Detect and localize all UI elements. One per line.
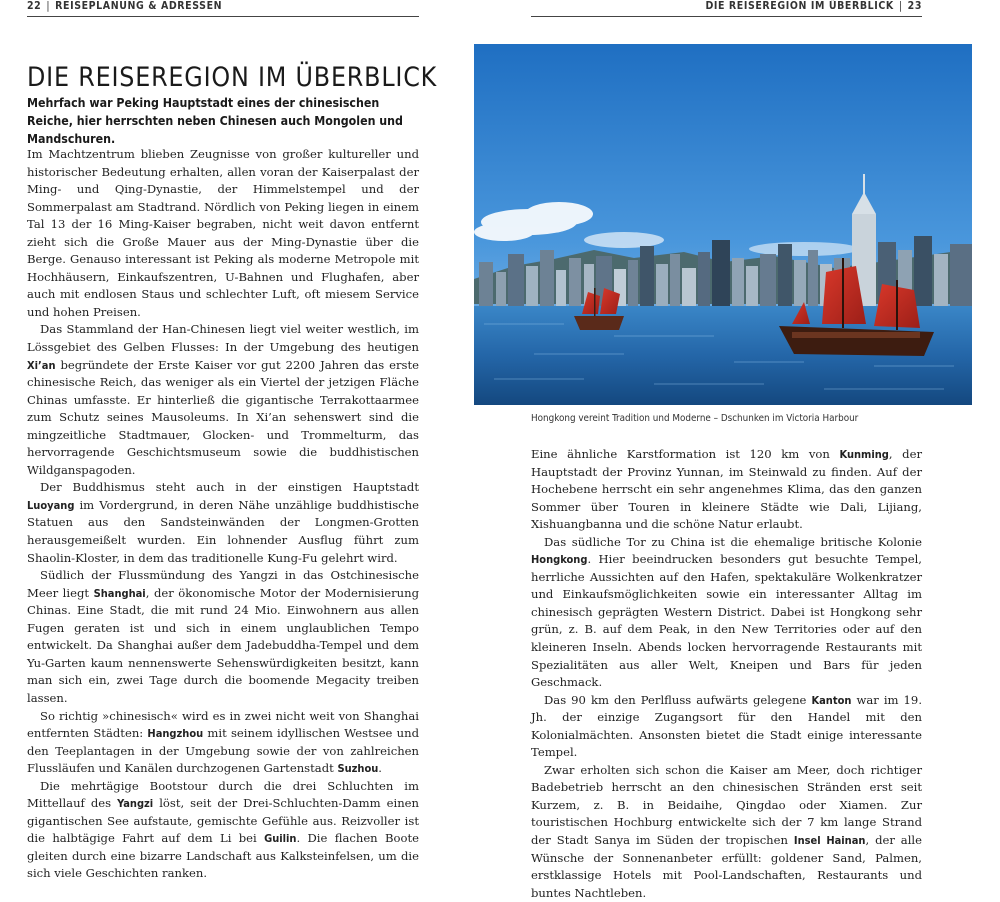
left-section-title: REISEPLANUNG & ADRESSEN — [55, 0, 223, 12]
photo-caption: Hongkong vereint Tradition und Moderne – Dschunken im Victoria Harbour — [531, 413, 859, 424]
body-paragraph — [531, 446, 922, 534]
place-name-highlight: Suzhou — [337, 762, 379, 776]
paragraph-text: Eine ähnliche Karstformation ist 120 km von — [531, 447, 840, 461]
left-page-number: 22 — [27, 0, 42, 12]
body-paragraph — [27, 778, 419, 883]
paragraph-text: im Vordergrund, in deren Nähe unzählige buddhistische Statuen aus den Sandsteinwänden der Longmen-Grotten herausgemeißelt wurden. Ein lohnender Ausflug führt zum Shaolin-Kloster, in dem das traditionelle Kung-Fu gelehrt wird. — [27, 497, 419, 565]
place-name-highlight: Insel Hainan — [793, 834, 866, 848]
paragraph-text: begründete der Erste Kaiser vor gut 2200 Jahren das erste chinesische Reich, das weniger als ein Viertel der jetzigen Fläche Chinas umfasste. Er hinterließ die gigantische Terrakottaarmee zum Schutz seines Mausoleums. In Xi’an sehenswert sind die mingzeitliche Stadtmauer, Glocken- und Trommelturm, das hervorragende Geschichtsmuseum sowie die buddhistischen Wildganspagoden. — [27, 357, 419, 477]
paragraph-text: mit seinem idyllischen Westsee und den Teeplantagen in der Umgebung sowie der von zahlreichen Flussläufen und Kanälen durchzogenen Gartenstadt — [27, 726, 419, 776]
left-header-separator: | — [46, 0, 51, 12]
page-title: DIE REISEREGION IM ÜBERBLICK — [27, 61, 438, 93]
left-text-column — [27, 146, 419, 883]
paragraph-text: Das Stammland der Han-Chinesen liegt viel weiter westlich, im Lössgebiet des Gelben Flusses: In der Umgebung des heutigen — [27, 322, 419, 355]
paragraph-text: , der Hauptstadt der Provinz Yunnan, im Steinwald zu finden. Auf der Hochebene herrscht ein sehr angenehmes Klima, das den ganzen Sommer über Touren in kleinere Städte wie Dali, Lijiang, Xishuangbanna und die schöne Natur erlaubt. — [531, 447, 922, 532]
paragraph-text: . Hier beeindrucken besonders gut besuchte Tempel, herrliche Aussichten auf den Hafen, spektakuläre Wolkenkratzer und Einkaufsmöglichkeiten sowie ein interessanter Alltag im chinesisch geprägten Western District. Dabei ist Hongkong sehr grün, z. B. auf dem Peak, in den New Territories oder auf den kleineren Inseln. Abends locken hervorragende Restaurants mit Spezialitäten aus aller Welt, Kneipen und Bars für jeden Geschmack. — [531, 552, 922, 690]
paragraph-text: löst, seit der Drei-Schluchten-Damm einen gigantischen See aufstaute, gemischte Gefühle aus. Reizvoller ist die halbtägige Fahrt auf dem Li bei — [27, 796, 419, 846]
paragraph-text: Das 90 km den Perlfluss aufwärts gelegene — [544, 692, 812, 707]
place-name-highlight: Yangzi — [117, 797, 154, 811]
body-paragraph — [531, 534, 922, 692]
hongkong-harbour-photo — [474, 44, 972, 405]
right-header-separator: | — [898, 0, 903, 12]
body-paragraph — [27, 479, 419, 567]
place-name-highlight: Hangzhou — [147, 727, 204, 741]
place-name-highlight: Xi’an — [27, 358, 56, 372]
paragraph-text: Zwar erholten sich schon die Kaiser am Meer, doch richtiger Badebetrieb herrscht an den chinesischen Stränden erst seit Kurzem, z. B. in Beidaihe, Qingdao oder Xiamen. Zur touristischen Hochburg entwickelte sich der 7 km lange Strand der Stadt Sanya im Süden der tropischen — [531, 762, 922, 848]
place-name-highlight: Shanghai — [93, 586, 146, 600]
paragraph-text: Im Machtzentrum blieben Zeugnisse von großer kultureller und historischer Bedeutung erhalten, allen voran der Kaiserpalast der Ming- und Qing-Dynastie, der Himmelstempel und der Sommerpalast am Stadtrand. Nördlich von Peking liegen in einem Tal 13 der 16 Ming-Kaiser begraben, nicht weit davon entfernt zieht sich die Große Mauer aus der Ming-Dynastie über die Berge. Genauso interessant ist Peking als moderne Metropole mit Hochhäusern, Einkaufszentren, U-Bahnen und Flughafen, aber auch mit endlosen Staus und schlechter Luft, oft miesem Service und hohen Preisen. — [27, 147, 419, 319]
place-name-highlight: Luoyang — [27, 498, 75, 512]
paragraph-text: . Die flachen Boote gleiten durch eine bizarre Landschaft aus Kalksteinfelsen, um die sich viele Geschichten ranken. — [27, 831, 419, 881]
paragraph-text: Die mehrtägige Bootstour durch die drei Schluchten im Mittellauf des — [27, 778, 419, 811]
place-name-highlight: Guilin — [264, 832, 297, 846]
paragraph-text: , der alle Wünsche der Sonnenanbeter erfüllt: goldener Sand, Palmen, erstklassige Hotels mit Pool-Landschaften, Restaurants und buntes Nachtleben. — [531, 833, 923, 900]
place-name-highlight: Hongkong — [531, 553, 588, 567]
body-paragraph — [27, 146, 419, 321]
body-paragraph — [27, 708, 419, 778]
right-page-number: 23 — [907, 0, 922, 12]
paragraph-text: . — [378, 761, 382, 776]
left-running-header — [27, 0, 419, 17]
body-paragraph — [531, 762, 922, 902]
place-name-highlight: Kanton — [811, 693, 852, 707]
paragraph-text: Der Buddhismus steht auch in der einstigen Hauptstadt — [40, 480, 419, 495]
paragraph-text: , der ökonomische Motor der Modernisierung Chinas. Eine Stadt, die mit rund 24 Mio. Einwohnern aus allen Fugen geraten ist und sich in einem unglaublichen Tempo entwickelt. Da Shanghai außer dem Jadebuddha-Tempel und dem Yu-Garten kaum nennenswerte Sehenswürdigkeiten besitzt, kann man sich ein, zwei Tage durch die boomende Megacity treiben lassen. — [27, 585, 419, 705]
body-paragraph — [27, 321, 419, 479]
paragraph-text: Das südliche Tor zu China ist die ehemalige britische Kolonie — [544, 534, 922, 549]
intro-lead: Mehrfach war Peking Hauptstadt eines der chinesischen Reiche, hier herrschten neben Chinesen auch Mongolen und Mandschuren. — [27, 96, 403, 146]
place-name-highlight: Kunming — [839, 448, 889, 461]
right-text-column — [531, 446, 922, 902]
paragraph-text: So richtig »chinesisch« wird es in zwei nicht weit von Shanghai entfernten Städten: — [27, 708, 419, 741]
body-paragraph — [531, 692, 922, 762]
body-paragraph — [27, 567, 419, 707]
paragraph-text: war im 19. Jh. der einzige Zugangsort für den Handel mit den Kolonialmächten. Ansonsten bietet die Stadt einige interessante Tempel. — [531, 692, 922, 760]
paragraph-text: Südlich der Flussmündung des Yangzi in das Ostchinesische Meer liegt — [27, 568, 419, 600]
right-running-header — [531, 0, 922, 17]
right-section-title: DIE REISEREGION IM ÜBERBLICK — [705, 0, 894, 12]
